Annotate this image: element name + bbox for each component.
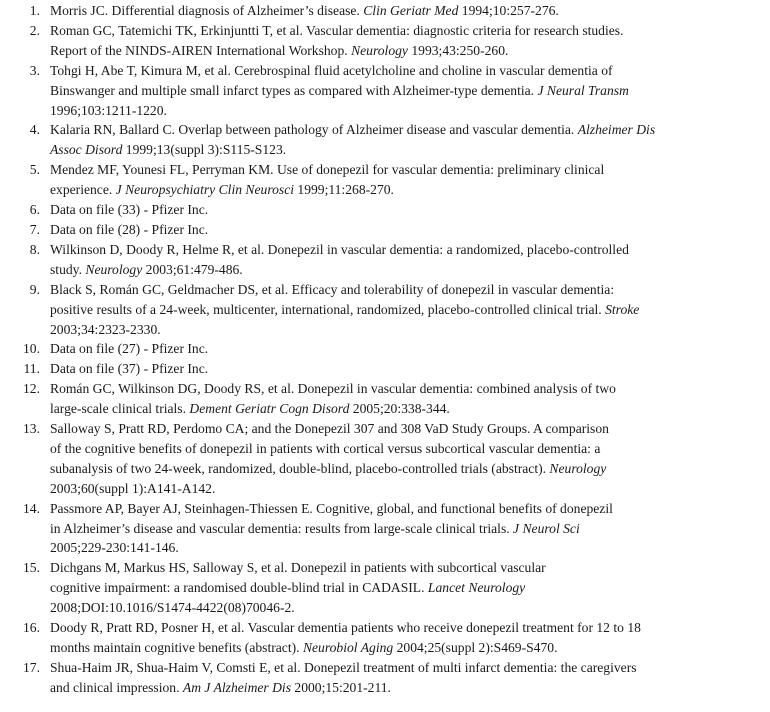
citation-text: 1999;13(suppl 3):S115-S123. (122, 142, 287, 158)
reference-number: 8. (29, 241, 40, 257)
citation-text: Wilkinson D, Doody R, Helme R, et al. Donepezil in vascular dementia: a randomized, placebo-controlled (50, 241, 629, 257)
reference-line (50, 339, 730, 359)
reference-number: 12. (23, 381, 40, 397)
reference-item (0, 120, 730, 160)
reference-number: 6. (29, 202, 40, 218)
reference-item (0, 419, 730, 499)
journal-title: J Neurol Sci (513, 520, 580, 536)
journal-title: Stroke (605, 301, 640, 317)
reference-item (0, 618, 730, 658)
reference-line (50, 538, 730, 558)
reference-line (50, 658, 730, 678)
citation-text: positive results of a 24-week, multicenter, international, randomized, placebo-controlled clinical trial. (50, 301, 606, 317)
citation-text: subanalysis of two 24-week, randomized, double-blind, placebo-controlled trials (abstract). (50, 460, 550, 476)
citation-text: cognitive impairment: a randomised double-blind trial in CADASIL. (50, 580, 428, 596)
citation-text: 1996;103:1211-1220. (50, 102, 167, 118)
reference-line (50, 439, 730, 459)
citation-text: Data on file (28) - Pfizer Inc. (50, 221, 209, 237)
citation-text: study. (50, 261, 86, 277)
reference-item (0, 339, 730, 359)
citation-text: 2003;34:2323-2330. (50, 321, 161, 337)
reference-line (50, 499, 730, 519)
citation-text: 1999;11:268-270. (294, 182, 394, 198)
citation-text: Tohgi H, Abe T, Kimura M, et al. Cerebrospinal fluid acetylcholine and choline in vascular dementia of (50, 62, 613, 78)
reference-item (0, 1, 730, 21)
reference-number: 1. (29, 3, 40, 18)
citation-text: Morris JC. Differential diagnosis of Alzheimer’s disease. (50, 3, 364, 18)
reference-item (0, 61, 730, 121)
reference-line (50, 61, 730, 81)
journal-title: Alzheimer Dis (577, 122, 656, 138)
reference-line (50, 479, 730, 499)
reference-line (50, 180, 730, 200)
reference-number: 4. (29, 122, 40, 138)
reference-line (50, 598, 730, 618)
reference-line (50, 678, 730, 698)
reference-line (50, 399, 730, 419)
reference-line (50, 140, 730, 160)
citation-text: large-scale clinical trials. (50, 401, 190, 417)
citation-text: 1993;43:250-260. (407, 42, 509, 58)
reference-number: 14. (23, 500, 40, 516)
citation-text: months maintain cognitive benefits (abstract). (50, 640, 303, 655)
reference-number: 15. (23, 560, 40, 576)
journal-title: Lancet Neurology (427, 580, 526, 596)
citation-text: Dichgans M, Markus HS, Salloway S, et al. Donepezil in patients with subcortical vascular (50, 560, 546, 576)
citation-text: 1994;10:257-276. (458, 3, 559, 18)
reference-item (0, 379, 730, 419)
reference-number: 10. (23, 341, 40, 357)
reference-line (50, 81, 730, 101)
citation-text: Mendez MF, Younesi FL, Perryman KM. Use of donepezil for vascular dementia: preliminary clinical (50, 162, 605, 178)
journal-title: J Neural Transm (537, 82, 629, 98)
citation-text: experience. (50, 182, 116, 198)
reference-line (50, 419, 730, 439)
journal-title: Clin Geriatr Med (363, 3, 459, 18)
reference-line (50, 300, 730, 320)
citation-text: 2005;229-230:141-146. (50, 540, 179, 556)
reference-item (0, 240, 730, 280)
reference-line (50, 280, 730, 300)
reference-line (50, 519, 730, 539)
citation-text: Doody R, Pratt RD, Posner H, et al. Vascular dementia patients who receive donepezil treatment for 12 to 18 (50, 620, 641, 636)
journal-title: Neurobiol Aging (302, 640, 394, 655)
journal-title: Am J Alzheimer Dis (182, 679, 291, 695)
reference-line (50, 359, 730, 379)
citation-text: 2003;60(suppl 1):A141-A142. (50, 480, 216, 496)
reference-item (0, 200, 730, 220)
reference-number: 5. (29, 162, 40, 178)
reference-line (50, 120, 730, 140)
reference-line (50, 240, 730, 260)
citation-text: and clinical impression. (50, 679, 183, 695)
reference-item (0, 658, 730, 698)
reference-line (50, 41, 730, 61)
journal-title: Neurology (85, 261, 143, 277)
citation-text: Salloway S, Pratt RD, Perdomo CA; and the Donepezil 307 and 308 VaD Study Groups. A comparison (50, 421, 609, 437)
reference-item (0, 558, 730, 618)
reference-line (50, 638, 730, 658)
reference-line (50, 320, 730, 340)
reference-number: 9. (29, 281, 40, 297)
reference-item (0, 359, 730, 379)
citation-text: 2000;15:201-211. (291, 679, 391, 695)
citation-text: Data on file (37) - Pfizer Inc. (50, 361, 209, 377)
citation-text: Black S, Román GC, Geldmacher DS, et al. Efficacy and tolerability of donepezil in vascular dementia: (50, 281, 615, 297)
citation-text: 2008;DOI:10.1016/S1474-4422(08)70046-2. (50, 600, 295, 616)
citation-text: Data on file (27) - Pfizer Inc. (50, 341, 209, 357)
reference-number: 13. (23, 421, 40, 437)
reference-number: 17. (23, 659, 40, 675)
reference-line (50, 101, 730, 121)
reference-line (50, 1, 730, 21)
citation-text: 2003;61:479-486. (142, 261, 243, 277)
citation-text: Passmore AP, Bayer AJ, Steinhagen-Thiessen E. Cognitive, global, and functional benefits of donepezil (50, 500, 613, 516)
citation-text: 2004;25(suppl 2):S469-S470. (393, 640, 558, 655)
citation-text: of the cognitive benefits of donepezil in patients with cortical versus subcortical vascular dementia: a (50, 440, 601, 456)
citation-text: Report of the NINDS-AIREN International Workshop. (50, 42, 352, 58)
reference-number: 7. (29, 221, 40, 237)
citation-text: 2005;20:338-344. (349, 401, 450, 417)
reference-item (0, 21, 730, 61)
citation-text: Román GC, Wilkinson DG, Doody RS, et al. Donepezil in vascular dementia: combined analysis of two (50, 381, 616, 397)
citation-text: Shua-Haim JR, Shua-Haim V, Comsti E, et al. Donepezil treatment of multi infarct dementia: the caregivers (50, 659, 637, 675)
journal-title: Dement Geriatr Cogn Disord (189, 401, 350, 417)
reference-number: 3. (29, 62, 40, 78)
reference-line (50, 220, 730, 240)
journal-title: Assoc Disord (50, 142, 123, 158)
citation-text: Roman GC, Tatemichi TK, Erkinjuntti T, et al. Vascular dementia: diagnostic criteria for research studies. (50, 22, 624, 38)
citation-text: Kalaria RN, Ballard C. Overlap between pathology of Alzheimer disease and vascular dementia. (50, 122, 578, 138)
reference-item (0, 160, 730, 200)
reference-number: 11. (23, 361, 40, 377)
reference-number: 16. (23, 620, 40, 636)
reference-line (50, 200, 730, 220)
journal-title: Neurology (549, 460, 607, 476)
reference-line (50, 160, 730, 180)
reference-line (50, 558, 730, 578)
journal-title: J Neuropsychiatry Clin Neurosci (115, 182, 295, 198)
reference-line (50, 618, 730, 638)
reference-line (50, 459, 730, 479)
reference-number: 2. (29, 22, 40, 38)
reference-item (0, 499, 730, 559)
reference-line (50, 379, 730, 399)
citation-text: Data on file (33) - Pfizer Inc. (50, 202, 209, 218)
reference-line (50, 260, 730, 280)
reference-item (0, 280, 730, 340)
reference-item (0, 220, 730, 240)
reference-line (50, 21, 730, 41)
citation-text: Binswanger and multiple small infarct types as compared with Alzheimer-type dementia. (50, 82, 538, 98)
journal-title: Neurology (351, 42, 408, 58)
citation-text: in Alzheimer’s disease and vascular dementia: results from large-scale clinical trials. (50, 520, 514, 536)
reference-line (50, 578, 730, 598)
